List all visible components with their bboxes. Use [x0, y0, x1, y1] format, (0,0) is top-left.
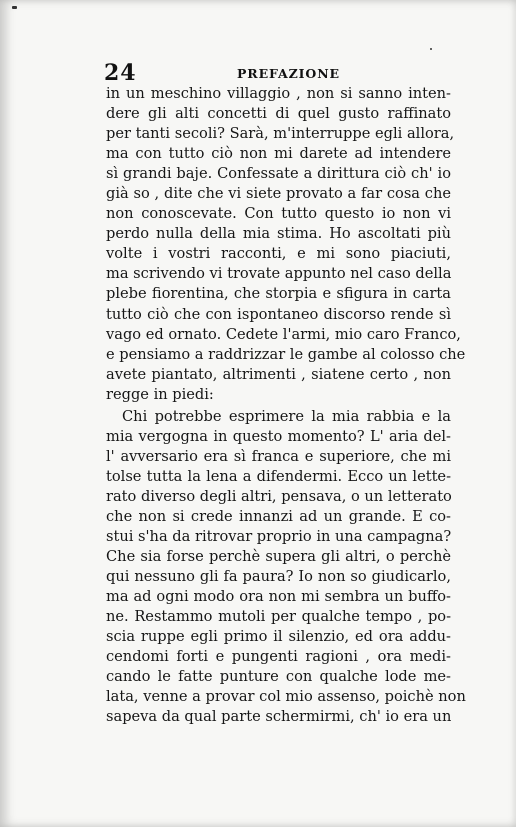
text-line: regge in piedi: — [106, 385, 214, 403]
text-line: perdo nulla della mia stima. Ho ascoltati più — [106, 225, 451, 243]
text-line: ma ad ogni modo ora non mi sembra un buffo- — [106, 588, 451, 606]
text-line: non conoscevate. Con tutto questo io non vi — [106, 205, 451, 223]
text-line: lata, venne a provar col mio assenso, poichè non — [106, 688, 466, 706]
text-line: l' avversario era sì franca e superiore, che mi — [106, 447, 451, 465]
text-line: ma con tutto ciò non mi darete ad intendere — [106, 145, 451, 163]
text-line: vago ed ornato. Cedete l'armi, mio caro Franco, — [106, 325, 461, 343]
page-header — [104, 60, 449, 86]
text-line: ma scrivendo vi trovate appunto nel caso della — [106, 265, 452, 283]
text-line: plebe fiorentina, che storpia e sfigura in carta — [106, 285, 451, 303]
text-line: Che sia forse perchè supera gli altri, o perchè — [106, 548, 451, 566]
text-line: cendomi forti e pungenti ragioni , ora medi- — [106, 648, 451, 666]
text-line: avete piantato, altrimenti , siatene certo , non — [106, 365, 451, 383]
text-line: per tanti secoli? Sarà, m'interruppe egli allora, — [106, 125, 455, 143]
ink-speck — [12, 6, 17, 9]
text-line: volte i vostri racconti, e mi sono piaciuti, — [106, 245, 451, 263]
text-line: scia ruppe egli primo il silenzio, ed ora addu- — [106, 628, 451, 646]
text-line: tutto ciò che con ispontaneo discorso rende sì — [106, 305, 451, 323]
text-line: qui nessuno gli fa paura? Io non so giudicarlo, — [106, 568, 451, 586]
ink-speck — [430, 48, 432, 50]
text-line: tolse tutta la lena a difendermi. Ecco un lette- — [106, 467, 451, 485]
text-line: sapeva da qual parte schermirmi, ch' io era un — [106, 708, 452, 726]
text-line: cando le fatte punture con qualche lode me- — [106, 668, 451, 686]
text-line: dere gli alti concetti di quel gusto raffinato — [106, 105, 451, 123]
text-line: rato diverso degli altri, pensava, o un letterato — [106, 487, 452, 505]
text-line: stui s'ha da ritrovar proprio in una campagna? — [106, 528, 452, 546]
text-line: ne. Restammo mutoli per qualche tempo , po- — [106, 608, 451, 626]
page-number: 24 — [104, 60, 137, 86]
body-text — [106, 84, 466, 728]
text-line: in un meschino villaggio , non si sanno inten- — [106, 85, 451, 102]
text-line: sì grandi baje. Confessate a dirittura ciò ch' io — [106, 165, 451, 183]
text-line: Chi potrebbe esprimere la mia rabbia e la — [122, 407, 451, 425]
text-line: che non si crede innanzi ad un grande. E co- — [106, 507, 451, 525]
text-line: già so , dite che vi siete provato a far cosa che — [106, 185, 451, 203]
text-line: mia vergogna in questo momento? L' aria del- — [106, 427, 451, 445]
text-line: e pensiamo a raddrizzar le gambe al colosso che — [106, 345, 466, 363]
running-head: PREFAZIONE — [237, 66, 340, 81]
